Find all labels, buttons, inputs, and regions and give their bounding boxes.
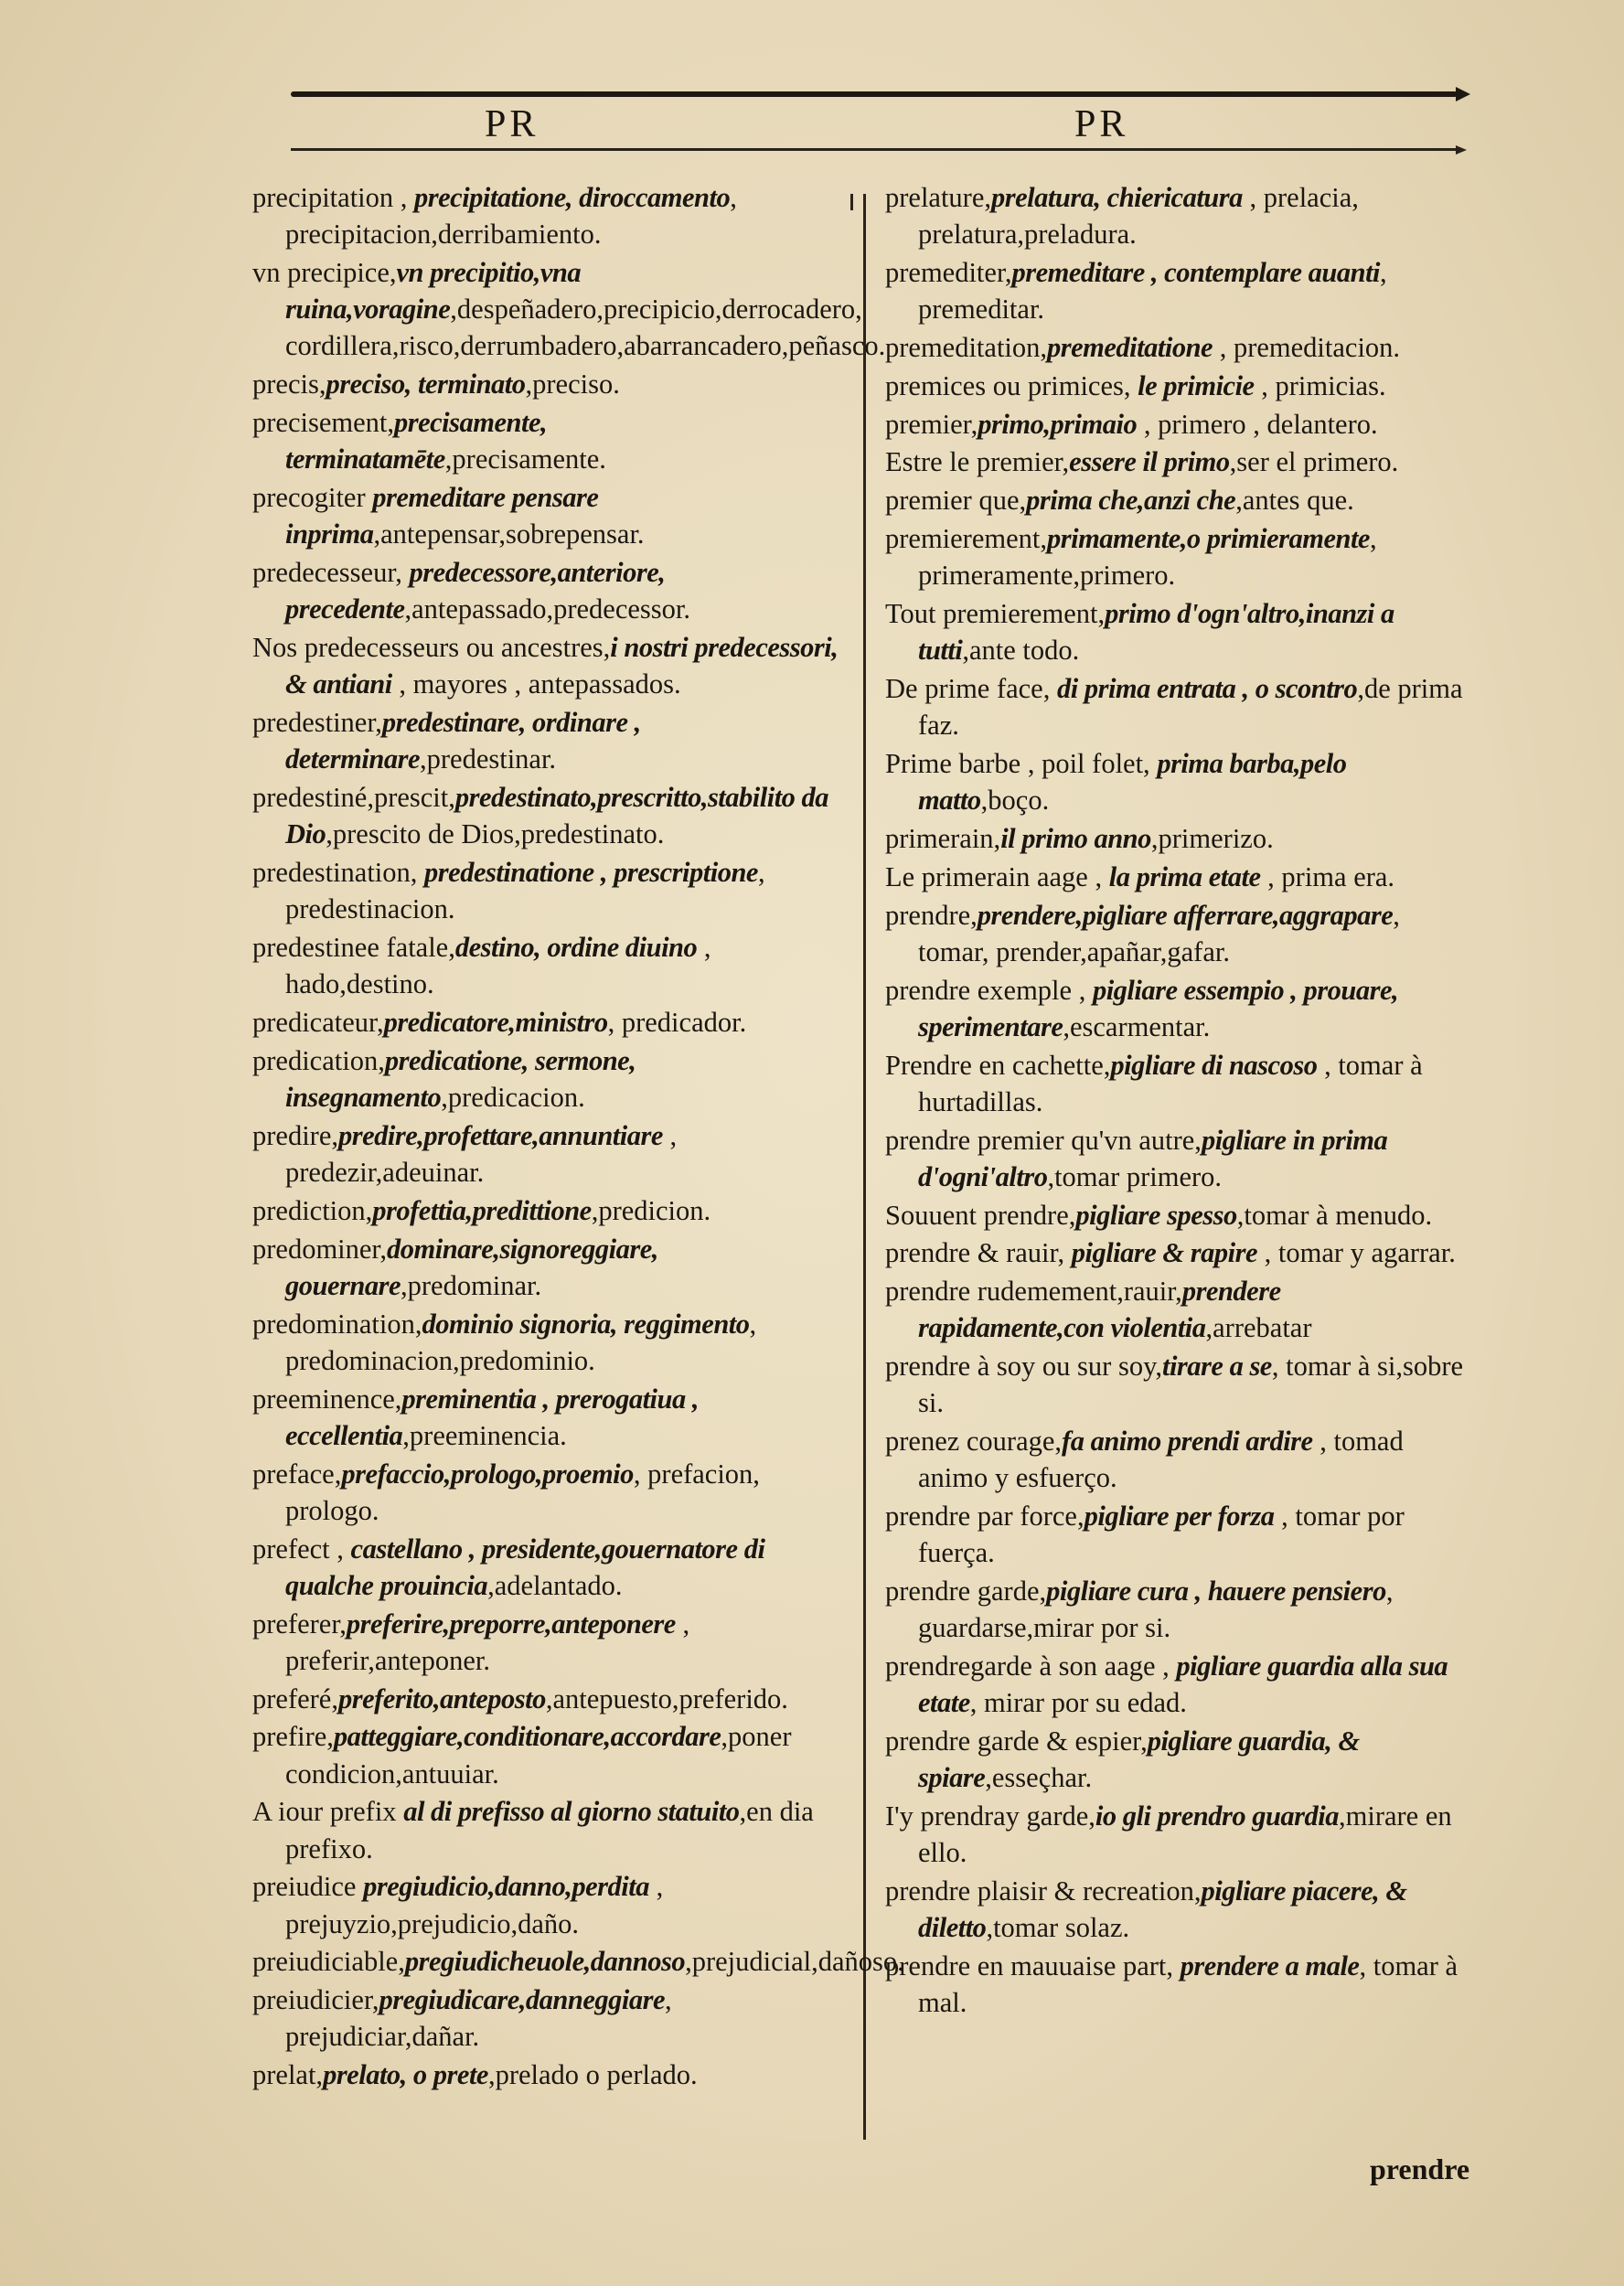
entry-spanish: , tomar y agarrar. bbox=[1257, 1237, 1456, 1269]
entry-italian: profettia,predittione bbox=[372, 1194, 592, 1226]
entry-headword: prelat, bbox=[252, 2059, 324, 2091]
dictionary-entry bbox=[885, 1948, 1470, 2021]
entry-spanish: , predestinacion. bbox=[285, 857, 765, 925]
entry-italian: preferire,preporre,anteponere bbox=[346, 1608, 676, 1640]
dictionary-entry bbox=[885, 1047, 1470, 1120]
entry-italian: premeditare , contemplare auanti bbox=[1011, 257, 1381, 288]
dictionary-entry bbox=[885, 1648, 1470, 1721]
entry-italian: pregiudicheuole,dannoso bbox=[404, 1946, 686, 1978]
entry-headword: premediter, bbox=[885, 257, 1012, 288]
entry-spanish: ,despeñadero,precipicio,derrocadero, cordillera,risco,derrumbadero,abarrancadero,peñasco. bbox=[285, 294, 886, 362]
entry-headword: predestiner, bbox=[252, 707, 382, 738]
dictionary-entry bbox=[885, 859, 1470, 895]
dictionary-entry bbox=[252, 1943, 904, 1980]
dictionary-entry bbox=[885, 179, 1470, 252]
entry-italian: prendere,pigliare afferrare,aggrapare bbox=[977, 899, 1394, 931]
entry-spanish: , prelacia, prelatura,preladura. bbox=[918, 182, 1359, 251]
entry-headword: premices ou primices, bbox=[885, 369, 1138, 401]
dictionary-entry bbox=[252, 1868, 847, 1941]
dictionary-entry bbox=[252, 479, 847, 552]
entry-headword: prendre rudemement,rauir, bbox=[885, 1276, 1182, 1308]
entry-spanish: , mayores , antepassados. bbox=[391, 668, 681, 700]
entry-spanish: , predominacion,predominio. bbox=[285, 1308, 757, 1376]
entry-italian: il primo anno bbox=[1000, 822, 1151, 854]
entry-headword: prendre garde & espier, bbox=[885, 1725, 1148, 1757]
entry-spanish: , predezir,adeuinar. bbox=[285, 1119, 678, 1188]
entry-italian: pigliare guardia, & spiare bbox=[918, 1725, 1360, 1794]
entry-headword: A iour prefix bbox=[252, 1796, 404, 1828]
dictionary-entry bbox=[885, 1573, 1470, 1646]
entry-headword: preeminence, bbox=[252, 1383, 402, 1415]
entry-spanish: ,primerizo. bbox=[1150, 822, 1274, 854]
dictionary-entry bbox=[885, 1197, 1470, 1234]
dictionary-entry bbox=[252, 2056, 847, 2093]
dictionary-entry bbox=[252, 179, 847, 252]
entry-spanish: ,precisamente. bbox=[444, 443, 606, 475]
entry-italian: pregiudicare,danneggiare bbox=[379, 1984, 665, 2016]
entry-spanish: ,prelado o perlado. bbox=[487, 2059, 698, 2091]
entry-headword: prendre à soy ou sur soy, bbox=[885, 1351, 1162, 1383]
entry-headword: Souuent prendre, bbox=[885, 1199, 1076, 1231]
entry-spanish: , preferir,anteponer. bbox=[285, 1608, 690, 1676]
entry-italian: predicatione, sermone, insegnamento bbox=[285, 1044, 636, 1113]
entry-italian: prendere rapidamente,con violentia bbox=[918, 1276, 1281, 1344]
dictionary-entry bbox=[252, 1004, 847, 1041]
entry-italian: essere il primo bbox=[1069, 446, 1230, 478]
entry-headword: Tout premierement, bbox=[885, 597, 1106, 629]
entry-headword: premier, bbox=[885, 408, 978, 440]
entry-spanish: ,adelantado. bbox=[487, 1569, 623, 1601]
dictionary-entry bbox=[885, 1423, 1470, 1496]
entry-spanish: , tomar à si,sobre si. bbox=[918, 1351, 1464, 1419]
entry-spanish: ,ante todo. bbox=[962, 635, 1080, 667]
entry-italian: predestinato,prescritto,stabilito da Dio bbox=[285, 782, 829, 850]
entry-spanish: , primero , delantero. bbox=[1137, 408, 1378, 440]
entry-spanish: ,boço. bbox=[980, 785, 1050, 817]
entry-italian: predestinatione , prescriptione bbox=[424, 857, 758, 888]
dictionary-entry bbox=[252, 1231, 847, 1304]
dictionary-entry bbox=[885, 972, 1470, 1045]
dictionary-entry bbox=[885, 329, 1470, 366]
entry-spanish: , prima era. bbox=[1260, 860, 1395, 892]
dictionary-entry bbox=[252, 704, 847, 777]
dictionary-entry bbox=[885, 520, 1470, 593]
entry-italian: pigliare per forza bbox=[1084, 1501, 1275, 1533]
entry-headword: prendregarde à son aage , bbox=[885, 1650, 1177, 1682]
dictionary-entry bbox=[252, 1982, 847, 2055]
entry-headword: I'y prendray garde, bbox=[885, 1800, 1095, 1832]
entry-italian: la prima etate bbox=[1108, 860, 1261, 892]
dictionary-entry bbox=[252, 1117, 847, 1191]
dictionary-entry bbox=[252, 1531, 847, 1604]
entry-spanish: , primeramente,primero. bbox=[918, 522, 1377, 592]
entry-spanish: , premeditar. bbox=[918, 257, 1387, 326]
entry-headword: vn precipice, bbox=[252, 257, 397, 288]
dictionary-entry bbox=[885, 820, 1470, 857]
entry-headword: predecesseur, bbox=[252, 557, 410, 588]
dictionary-entry bbox=[252, 1381, 847, 1454]
dictionary-entry bbox=[885, 595, 1470, 668]
entry-spanish: ,tomar primero. bbox=[1047, 1160, 1223, 1192]
entry-italian: pigliare piacere, & diletto bbox=[918, 1875, 1407, 1944]
entry-spanish: , hado,destino. bbox=[285, 932, 711, 1000]
entry-italian: pigliare di nascoso bbox=[1110, 1049, 1318, 1081]
entry-headword: prendre exemple , bbox=[885, 974, 1093, 1006]
dictionary-entry bbox=[885, 1122, 1470, 1195]
entry-headword: prefect , bbox=[252, 1533, 351, 1565]
dictionary-entry bbox=[885, 482, 1470, 518]
entry-italian: pigliare guardia alla sua etate bbox=[918, 1650, 1448, 1719]
entry-spanish: , guardarse,mirar por si. bbox=[918, 1576, 1394, 1644]
entry-headword: preferé, bbox=[252, 1682, 338, 1714]
entry-spanish: ,poner condicion,antuuiar. bbox=[285, 1721, 792, 1789]
entry-italian: preferito,anteposto bbox=[337, 1682, 546, 1714]
entry-headword: prendre premier qu'vn autre, bbox=[885, 1124, 1202, 1156]
entry-spanish: ,en dia prefixo. bbox=[285, 1796, 814, 1864]
entry-spanish: ,mirare en ello. bbox=[918, 1800, 1452, 1869]
entry-headword: precisement, bbox=[252, 407, 394, 438]
dictionary-entry bbox=[252, 366, 847, 402]
entry-headword: predominer, bbox=[252, 1233, 387, 1265]
entry-headword: predicateur, bbox=[252, 1007, 384, 1038]
entry-spanish: ,tomar solaz. bbox=[986, 1912, 1130, 1944]
entry-headword: prendre en mauuaise part, bbox=[885, 1950, 1181, 1982]
entry-spanish: ,predestinar. bbox=[420, 743, 557, 775]
dictionary-entry bbox=[885, 670, 1470, 743]
entry-headword: prenez courage, bbox=[885, 1426, 1063, 1458]
entry-spanish: ,preciso. bbox=[525, 369, 620, 401]
entry-spanish: ,esseçhar. bbox=[985, 1762, 1093, 1794]
entry-spanish: ,antepensar,sobrepensar. bbox=[373, 518, 645, 550]
entry-headword: predestination, bbox=[252, 857, 425, 888]
entry-spanish: , mirar por su edad. bbox=[969, 1687, 1187, 1719]
dictionary-entry bbox=[252, 1192, 847, 1229]
entry-headword: precipitation , bbox=[252, 182, 415, 213]
dictionary-entry bbox=[885, 1348, 1470, 1421]
entry-spanish: ,ser el primero. bbox=[1229, 446, 1399, 478]
entry-headword: prefire, bbox=[252, 1721, 334, 1753]
entry-spanish: , tomar à hurtadillas. bbox=[918, 1049, 1423, 1117]
dictionary-entry bbox=[252, 1793, 847, 1866]
entry-italian: pigliare & rapire bbox=[1071, 1237, 1258, 1269]
dictionary-entry bbox=[252, 929, 847, 1002]
entry-spanish: ,prejudicial,dañoso. bbox=[685, 1946, 904, 1978]
entry-italian: vn precipitio,vna ruina,voragine bbox=[285, 257, 582, 326]
entry-headword: Prime barbe , poil folet, bbox=[885, 747, 1158, 779]
entry-italian: prelato, o prete bbox=[323, 2059, 488, 2091]
entry-italian: primo d'ogn'altro,inanzi a tutti bbox=[918, 597, 1394, 667]
dictionary-entry bbox=[885, 745, 1470, 818]
entry-spanish: , tomar à mal. bbox=[918, 1950, 1458, 2019]
entry-headword: preferer, bbox=[252, 1608, 347, 1640]
entry-italian: predicatore,ministro bbox=[383, 1007, 608, 1038]
dictionary-entry bbox=[885, 443, 1470, 480]
entry-italian: tirare a se bbox=[1161, 1351, 1272, 1383]
entry-headword: preiudicier, bbox=[252, 1984, 379, 2016]
dictionary-entry bbox=[885, 1798, 1470, 1871]
dictionary-entry bbox=[252, 1042, 847, 1116]
dictionary-entry bbox=[252, 629, 847, 702]
entry-italian: prima che,anzi che bbox=[1026, 485, 1236, 517]
entry-italian: preminentia , prerogatiua , eccellentia bbox=[285, 1383, 699, 1451]
dictionary-entry bbox=[885, 1873, 1470, 1946]
entry-spanish: ,predicacion. bbox=[441, 1082, 585, 1113]
entry-italian: primo,primaio bbox=[978, 408, 1138, 440]
entry-headword: Estre le premier, bbox=[885, 446, 1070, 478]
entry-headword: prendre plaisir & recreation, bbox=[885, 1875, 1202, 1907]
entry-headword: prendre & rauir, bbox=[885, 1237, 1072, 1269]
entry-headword: precis, bbox=[252, 369, 326, 401]
dictionary-entry bbox=[885, 368, 1470, 404]
dictionary-entry bbox=[885, 1498, 1470, 1571]
entry-headword: Prendre en cachette, bbox=[885, 1049, 1111, 1081]
entry-spanish: ,antepassado,predecessor. bbox=[404, 593, 691, 625]
dictionary-entry bbox=[252, 1456, 847, 1529]
right-column bbox=[885, 179, 1470, 2023]
dictionary-entry bbox=[252, 254, 886, 365]
entry-headword: preface, bbox=[252, 1458, 342, 1490]
entry-spanish: , tomad animo y esfuerço. bbox=[918, 1426, 1404, 1494]
entry-headword: De prime face, bbox=[885, 672, 1057, 704]
entry-headword: predestiné,prescit, bbox=[252, 782, 455, 813]
entry-italian: prefaccio,prologo,proemio bbox=[341, 1458, 634, 1490]
entry-headword: premierement, bbox=[885, 522, 1047, 554]
entry-italian: premeditare pensare inprima bbox=[285, 482, 599, 550]
top-rule bbox=[291, 91, 1458, 97]
entry-italian: io gli prendro guardia bbox=[1095, 1800, 1339, 1832]
entry-spanish: ,arrebatar bbox=[1205, 1312, 1312, 1344]
entry-italian: pigliare in prima d'ogni'altro bbox=[918, 1124, 1388, 1192]
entry-italian: patteggiare,conditionare,accordare bbox=[333, 1721, 721, 1753]
entry-headword: Nos predecesseurs ou ancestres, bbox=[252, 632, 611, 663]
entry-spanish: ,escarmentar. bbox=[1063, 1010, 1211, 1042]
dictionary-entry bbox=[885, 254, 1470, 327]
catchword: prendre bbox=[1370, 2152, 1470, 2185]
entry-italian: pregiudicio,danno,perdita bbox=[363, 1871, 649, 1903]
entry-spanish: , prefacion, prologo. bbox=[285, 1458, 760, 1526]
entry-headword: predomination, bbox=[252, 1308, 422, 1340]
entry-headword: prediction, bbox=[252, 1194, 373, 1226]
entry-italian: precisamente, terminatamēte bbox=[285, 407, 548, 475]
dictionary-entry bbox=[252, 779, 847, 852]
entry-italian: le primicie bbox=[1138, 369, 1255, 401]
entry-spanish: ,preeminencia. bbox=[402, 1419, 567, 1451]
running-head-right: PR bbox=[1074, 103, 1129, 145]
entry-spanish: ,prescito de Dios,predestinato. bbox=[326, 818, 665, 850]
dictionary-entry bbox=[885, 1723, 1470, 1796]
entry-spanish: ,tomar à menudo. bbox=[1236, 1199, 1433, 1231]
dictionary-entry bbox=[885, 1234, 1470, 1271]
dictionary-entry bbox=[252, 1606, 847, 1679]
dictionary-entry bbox=[252, 854, 847, 927]
entry-italian: precipitatione, diroccamento bbox=[414, 182, 731, 213]
entry-italian: prelatura, chiericatura bbox=[991, 182, 1243, 213]
running-head-left: PR bbox=[485, 103, 540, 145]
dictionary-entry bbox=[252, 1681, 847, 1717]
entry-italian: predire,profettare,annuntiare bbox=[338, 1119, 663, 1151]
entry-headword: prendre garde, bbox=[885, 1576, 1047, 1608]
header-rule bbox=[291, 148, 1458, 151]
entry-spanish: , tomar por fuerça. bbox=[918, 1501, 1405, 1569]
dictionary-entry bbox=[885, 1273, 1470, 1346]
dictionary-entry bbox=[252, 554, 847, 627]
entry-headword: predication, bbox=[252, 1044, 385, 1076]
entry-spanish: , predicador. bbox=[607, 1007, 747, 1038]
entry-italian: i nostri predecessori, & antiani bbox=[285, 632, 839, 700]
entry-headword: prendre par force, bbox=[885, 1501, 1084, 1533]
left-column bbox=[252, 179, 904, 2095]
entry-spanish: , prejudiciar,dañar. bbox=[285, 1984, 672, 2053]
entry-spanish: ,de prima faz. bbox=[918, 672, 1463, 742]
dictionary-entry bbox=[252, 1306, 847, 1379]
entry-italian: premeditatione bbox=[1047, 332, 1213, 363]
entry-headword: primerain, bbox=[885, 822, 1001, 854]
entry-headword: Le primerain aage , bbox=[885, 860, 1109, 892]
entry-spanish: ,antepuesto,preferido. bbox=[545, 1682, 788, 1714]
dictionary-entry bbox=[885, 406, 1470, 443]
entry-headword: preiudice bbox=[252, 1871, 364, 1903]
entry-italian: primamente,o primieramente bbox=[1046, 522, 1370, 554]
entry-headword: predire, bbox=[252, 1119, 338, 1151]
entry-headword: precogiter bbox=[252, 482, 373, 513]
entry-italian: dominio signoria, reggimento bbox=[422, 1308, 750, 1340]
entry-italian: fa animo prendi ardire bbox=[1062, 1426, 1313, 1458]
entry-italian: prendere a male bbox=[1180, 1950, 1360, 1982]
entry-spanish: , precipitacion,derribamiento. bbox=[285, 182, 737, 251]
entry-italian: castellano , presidente,gouernatore di qualche prouincia bbox=[285, 1533, 765, 1601]
entry-italian: predecessore,anteriore, precedente bbox=[285, 557, 666, 625]
entry-headword: premeditation, bbox=[885, 332, 1048, 363]
entry-headword: prelature, bbox=[885, 182, 991, 213]
entry-headword: preiudiciable, bbox=[252, 1946, 405, 1978]
entry-spanish: ,predicion. bbox=[591, 1194, 711, 1226]
entry-spanish: , primicias. bbox=[1254, 369, 1386, 401]
dictionary-entry bbox=[252, 404, 847, 477]
entry-italian: pigliare spesso bbox=[1075, 1199, 1237, 1231]
entry-italian: preciso, terminato bbox=[326, 369, 526, 401]
entry-spanish: ,predominar. bbox=[401, 1269, 542, 1301]
entry-italian: prima barba,pelo matto bbox=[918, 747, 1347, 817]
entry-italian: pigliare cura , hauere pensiero bbox=[1046, 1576, 1386, 1608]
entry-spanish: , prejuyzio,prejudicio,daño. bbox=[285, 1871, 664, 1939]
entry-italian: pigliare essempio , prouare, sperimentare bbox=[918, 974, 1399, 1042]
entry-italian: predestinare, ordinare , determinare bbox=[285, 707, 641, 775]
entry-italian: dominare,signoreggiare, gouernare bbox=[285, 1233, 658, 1301]
entry-spanish: , premeditacion. bbox=[1213, 332, 1401, 363]
entry-spanish: , tomar, prender,apañar,gafar. bbox=[918, 899, 1400, 967]
entry-headword: premier que, bbox=[885, 485, 1027, 517]
entry-headword: prendre, bbox=[885, 899, 978, 931]
entry-spanish: ,antes que. bbox=[1235, 485, 1354, 517]
dictionary-entry bbox=[252, 1718, 847, 1791]
column-divider bbox=[863, 194, 866, 2140]
entry-italian: di prima entrata , o scontro bbox=[1056, 672, 1358, 704]
entry-italian: al di prefisso al giorno statuito bbox=[403, 1796, 740, 1828]
entry-headword: predestinee fatale, bbox=[252, 932, 455, 963]
entry-italian: destino, ordine diuino bbox=[454, 932, 698, 963]
dictionary-entry bbox=[885, 897, 1470, 970]
